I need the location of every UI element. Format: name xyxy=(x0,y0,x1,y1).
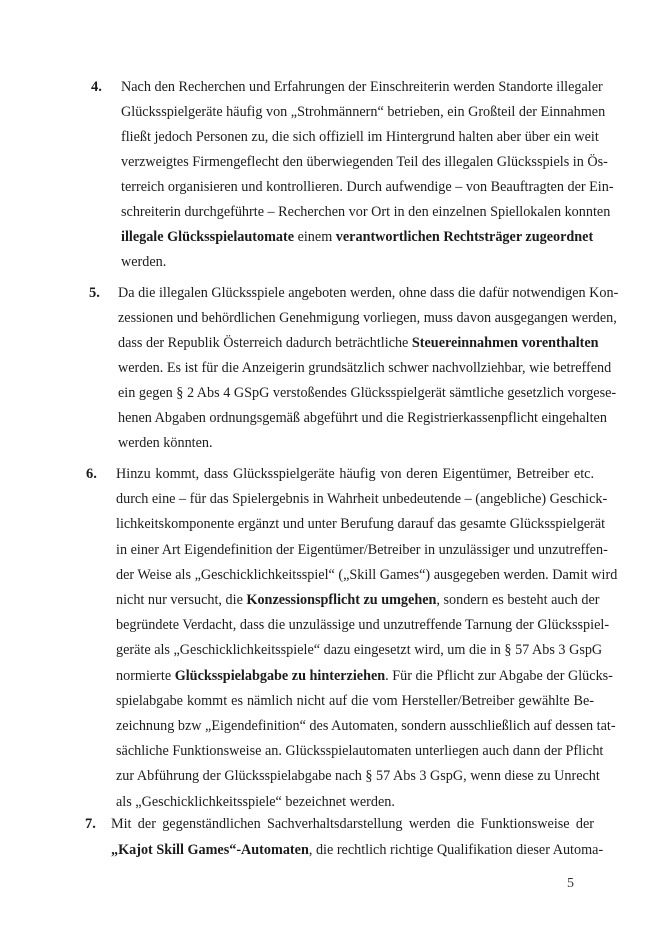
text-run: sächliche Funktionsweise an. Glücksspielautomaten unterliegen auch dann der Pflicht xyxy=(116,743,604,760)
bold-text-run: illegale Glücksspielautomate xyxy=(121,229,295,245)
bold-text-run: „Kajot Skill Games“-Automaten xyxy=(111,842,309,858)
text-line xyxy=(116,541,608,558)
text-line xyxy=(116,516,606,533)
text-line xyxy=(118,310,617,326)
text-run: Glücksspielgeräte häufig von „Strohmännern“ betrieben, ein Großteil der Einnahmen xyxy=(121,104,606,120)
text-line xyxy=(121,254,593,270)
text-run: Nach den Recherchen und Erfahrungen der Einschreiterin werden Standorte illegaler xyxy=(121,79,603,95)
text-line xyxy=(116,768,600,785)
text-run: spielabgabe kommt es nämlich nicht auf die vom Hersteller/Betreiber gewählte Be- xyxy=(116,692,594,709)
text-line xyxy=(121,179,614,195)
text-run: henen Abgaben ordnungsgemäß abgeführt und die Registrierkassenpflicht eingehalten xyxy=(118,410,607,426)
bold-text-run: Steuereinnahmen vorenthalten xyxy=(411,335,599,351)
text-line xyxy=(121,154,608,170)
text-run: als „Geschicklichkeitsspiele“ bezeichnet werden. xyxy=(116,793,395,810)
text-run: durch eine – für das Spielergebnis in Wahrheit unbedeutende – (angebliche) Geschick- xyxy=(116,491,608,508)
text-line xyxy=(118,335,599,351)
text-line xyxy=(118,360,612,376)
bold-text-run: Konzessionspflicht zu umgehen xyxy=(246,592,437,608)
text-run: einem xyxy=(294,229,336,245)
text-run: zessionen und behördlichen Genehmigung vorliegen, muss davon ausgegangen werden, xyxy=(118,310,617,326)
text-run: zeichnung bzw „Eigendefinition“ des Automaten, sondern ausschließlich auf dessen tat- xyxy=(116,718,616,734)
text-line xyxy=(121,79,603,95)
text-line xyxy=(111,842,604,858)
text-line xyxy=(116,693,594,709)
text-line xyxy=(116,592,600,608)
paragraph-number: 5. xyxy=(89,285,100,301)
text-run: zur Abführung der Glücksspielabgabe nach § 57 Abs 3 GspG, wenn diese zu Unrecht xyxy=(116,768,600,785)
text-line xyxy=(121,204,611,220)
text-run: nicht nur versucht, die xyxy=(116,592,247,608)
text-run: Mit der gegenständlichen Sachverhaltsdarstellung werden die Funktionsweise der xyxy=(111,816,594,832)
text-run: Da die illegalen Glücksspiele angeboten werden, ohne dass die dafür notwendigen Kon- xyxy=(118,285,619,301)
paragraph-number: 4. xyxy=(91,79,102,95)
text-line xyxy=(116,667,613,684)
text-line xyxy=(118,285,619,301)
text-run: normierte xyxy=(116,667,175,684)
text-run: verzweigtes Firmengeflecht den überwiegenden Teil des illegalen Glücksspiels in Ös- xyxy=(121,154,608,170)
text-line xyxy=(116,466,594,482)
text-run: geräte als „Geschicklichkeitsspiele“ dazu eingesetzt wird, um die in § 57 Abs 3 GspG xyxy=(116,642,603,659)
text-run: Hinzu kommt, dass Glücksspielgeräte häufig von deren Eigentümer, Betreiber etc. xyxy=(116,466,594,482)
text-run: fließt jedoch Personen zu, die sich offiziell im Hintergrund halten aber über ein weit xyxy=(121,129,599,145)
text-run: dass der Republik Österreich dadurch beträchtliche xyxy=(118,335,412,351)
text-run: begründete Verdacht, dass die unzulässige und unzutreffende Tarnung der Glücksspiel- xyxy=(116,617,610,634)
text-run: schreiterin durchgeführte – Recherchen vor Ort in den einzelnen Spiellokalen konnten xyxy=(121,204,611,220)
text-line xyxy=(118,410,607,426)
text-line xyxy=(121,129,599,145)
text-line xyxy=(111,816,594,832)
text-line xyxy=(116,566,618,583)
text-run: der Weise als „Geschicklichkeitsspiel“ („Skill Games“) ausgegeben werden. Damit wird xyxy=(116,566,618,583)
text-line xyxy=(118,435,594,451)
text-line xyxy=(116,743,604,760)
text-line xyxy=(121,229,593,245)
text-line xyxy=(121,104,606,120)
text-run: , sondern es besteht auch der xyxy=(436,592,600,608)
text-run: werden könnten. xyxy=(118,435,213,451)
text-line xyxy=(116,642,603,659)
text-run: ein gegen § 2 Abs 4 GSpG verstoßendes Glücksspielgerät sämtliche gesetzlich vorgese- xyxy=(118,385,617,401)
text-run: in einer Art Eigendefinition der Eigentümer/Betreiber in unzulässiger und unzutreffen- xyxy=(116,541,608,558)
paragraph-number: 7. xyxy=(85,816,96,832)
text-run: . Für die Pflicht zur Abgabe der Glücks- xyxy=(385,667,613,684)
text-line xyxy=(116,491,608,508)
text-line xyxy=(116,794,594,810)
text-run: , die rechtlich richtige Qualifikation dieser Automa- xyxy=(308,842,604,858)
text-run: werden. Es ist für die Anzeigerin grundsätzlich schwer nachvollziehbar, wie betreffend xyxy=(118,360,612,376)
text-run: terreich organisieren und kontrollieren. Durch aufwendige – von Beauftragten der Ein- xyxy=(121,179,614,195)
paragraph-number: 6. xyxy=(86,466,97,482)
text-line xyxy=(118,385,617,401)
bold-text-run: Glücksspielabgabe zu hinterziehen xyxy=(174,667,386,684)
text-line xyxy=(116,617,610,634)
text-line xyxy=(116,718,616,734)
text-run: werden. xyxy=(121,254,167,270)
text-run: lichkeitskomponente ergänzt und unter Berufung darauf das gesamte Glücksspielgerät xyxy=(116,516,606,533)
bold-text-run: verantwortlichen Rechtsträger zugeordnet xyxy=(335,229,594,245)
page-number: 5 xyxy=(567,876,574,891)
